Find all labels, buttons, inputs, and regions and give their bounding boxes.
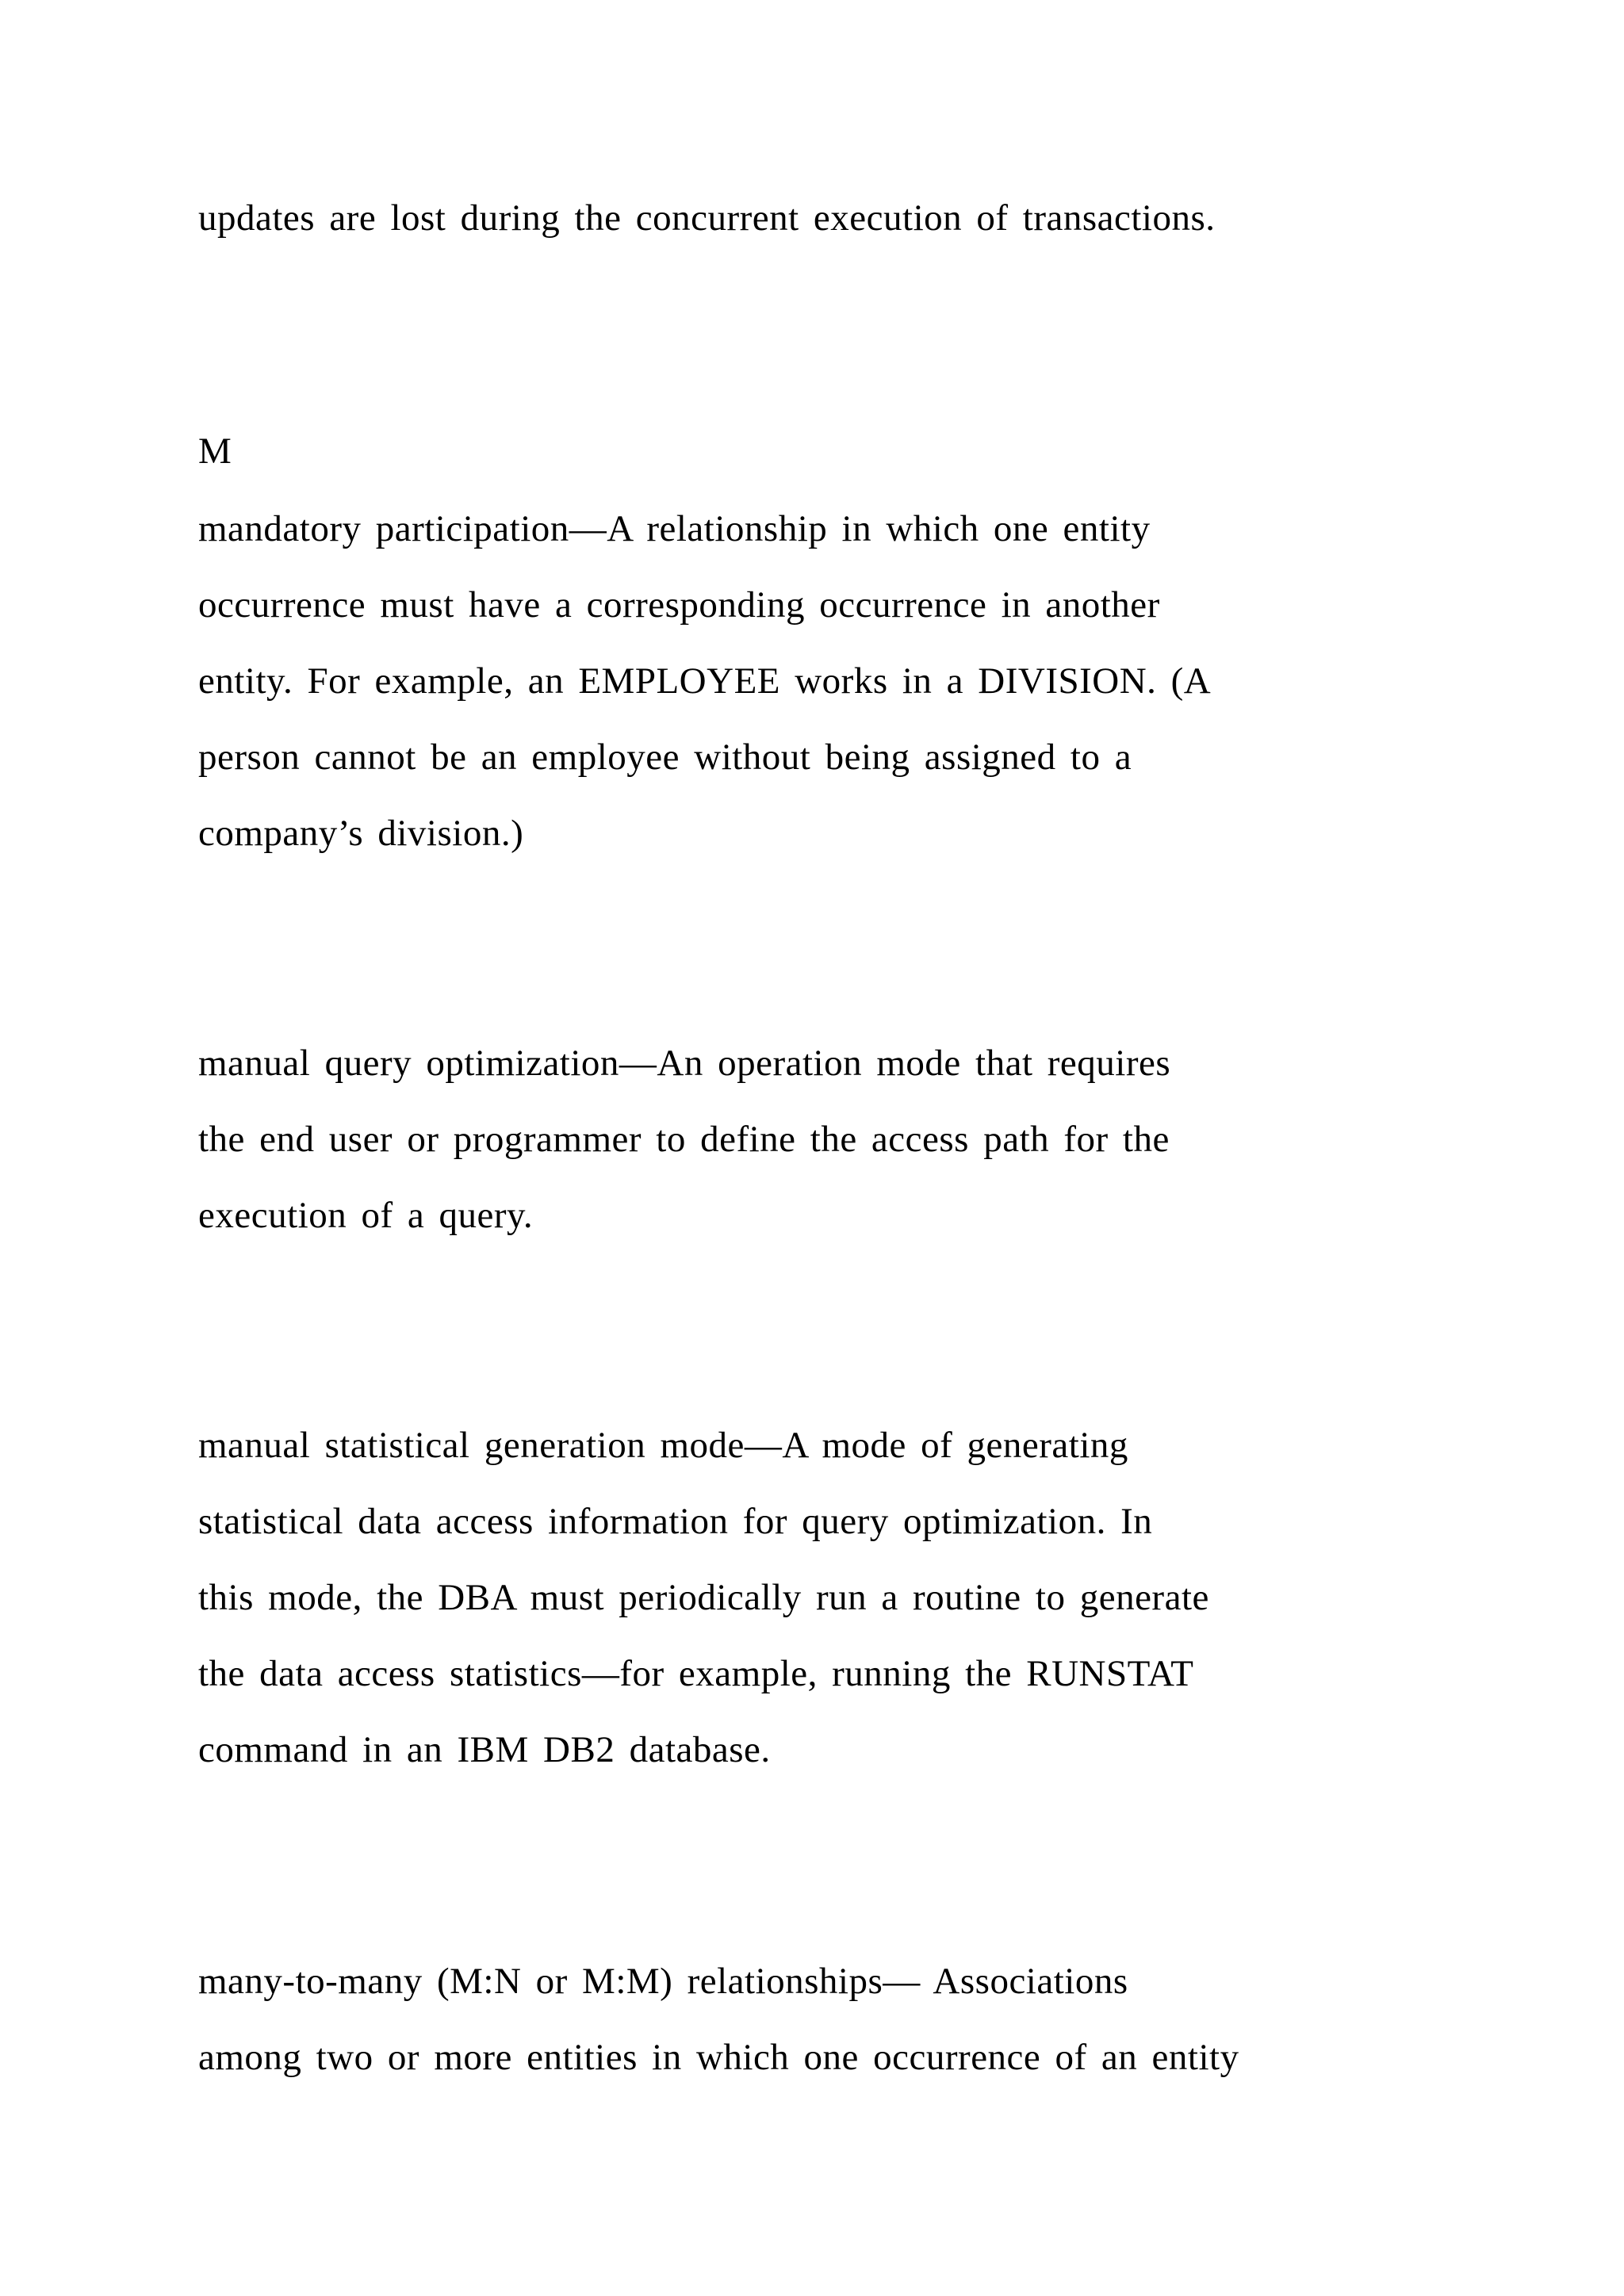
text-line: statistical data access information for query optimization. In — [198, 1501, 1153, 1542]
text-line: company’s division.) — [198, 813, 524, 854]
text-line: entity. For example, an EMPLOYEE works in a DIVISION. (A — [198, 660, 1212, 702]
text-line: many-to-many (M:N or M:M) relationships— Associations — [198, 1961, 1128, 2002]
text-line: occurrence must have a corresponding occurrence in another — [198, 584, 1160, 626]
text-line: manual statistical generation mode—A mode of generating — [198, 1425, 1128, 1466]
text-line: among two or more entities in which one occurrence of an entity — [198, 2037, 1239, 2078]
text-line: the end user or programmer to define the access path for the — [198, 1119, 1170, 1160]
text-line: execution of a query. — [198, 1195, 534, 1236]
text-line: person cannot be an employee without being assigned to a — [198, 737, 1132, 778]
section-letter: M — [198, 430, 232, 472]
text-line: mandatory participation—A relationship in which one entity — [198, 508, 1151, 549]
text-line: updates are lost during the concurrent execution of transactions. — [198, 197, 1216, 239]
text-line: the data access statistics—for example, running the RUNSTAT — [198, 1653, 1194, 1694]
text-line: command in an IBM DB2 database. — [198, 1729, 771, 1770]
text-line: manual query optimization—An operation mode that requires — [198, 1043, 1171, 1084]
text-line: this mode, the DBA must periodically run a routine to generate — [198, 1577, 1209, 1618]
